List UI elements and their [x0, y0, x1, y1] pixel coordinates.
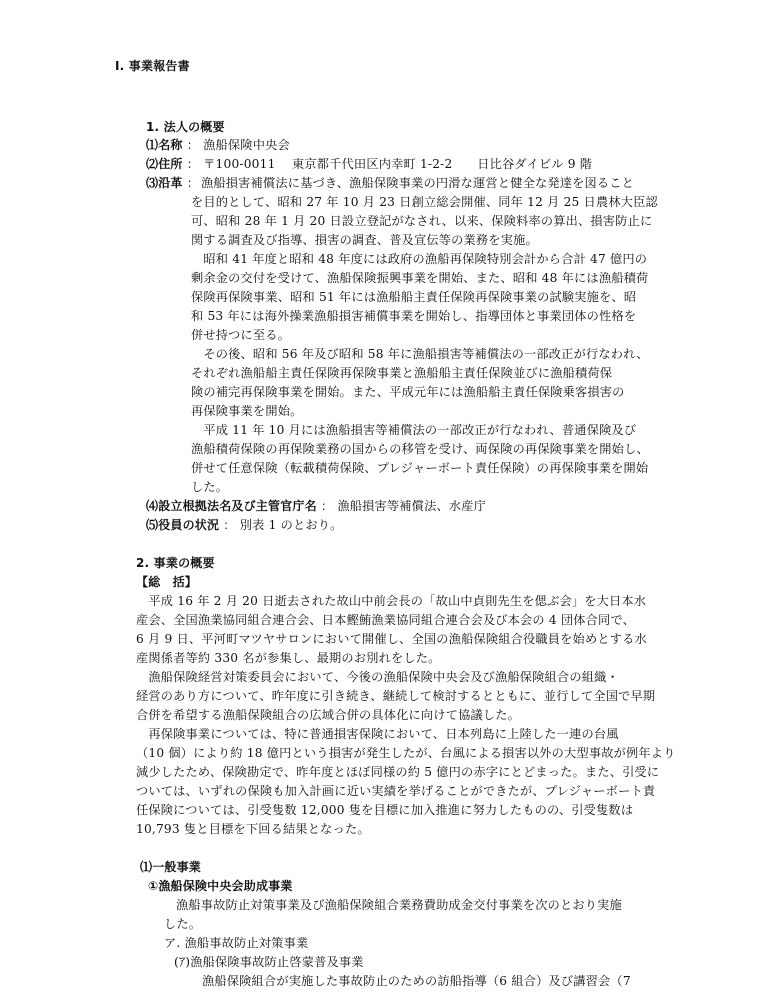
history-row — [146, 174, 199, 192]
summary-line: 合併を希望する漁船保険組合の広域合併の具体化に向けて協議した。 — [136, 708, 521, 722]
subsidy-line: した。 — [164, 917, 202, 931]
address-row — [146, 155, 592, 173]
history-line: 険の補完再保険事業を開始。また、平成元年には漁船船主責任保険乗客損害の — [191, 385, 625, 399]
history-line: それぞれ漁船船主責任保険再保険事業と漁船船主責任保険並びに漁船積荷保 — [191, 366, 613, 380]
summary-line: 産会、全国漁業協同組合連合会、日本鰹鮪漁業協同組合連合会及び本会の 4 団体合同で、 — [136, 613, 635, 627]
summary-line: ついては、いずれの保険も加入計画に近い実績を挙げることができたが、プレジャーボート責 — [136, 784, 656, 798]
subsidy-line: 漁船事故防止対策事業及び漁船保険組合業務費助成金交付事業を次のとおり実施 — [176, 898, 622, 912]
item-a1-text: 漁船保険組合が実施した事故防止のための訪船指導（6 組合）及び講習会（7 — [202, 974, 631, 988]
history-line: 漁船積荷保険の再保険業務の国からの移管を受け、両保険の再保険事業を開始し、 — [191, 442, 649, 456]
history-line: その後、昭和 56 年及び昭和 58 年に漁船損害等補償法の一部改正が行なわれ、 — [191, 347, 649, 361]
officers-label: ⑸役員の状況 — [146, 518, 220, 532]
history-line: 関する調査及び指導、損害の調査、普及宣伝等の業務を実施。 — [191, 233, 538, 247]
law-label: ⑷設立根拠法名及び主管官庁名 — [146, 499, 317, 513]
summary-label: 【総 括】 — [136, 575, 198, 589]
summary-line: 10,793 隻と目標を下回る結果となった。 — [136, 822, 370, 836]
law-value: ： 漁船損害等補償法、水産庁 — [320, 499, 487, 513]
history-line: した。 — [191, 480, 229, 494]
document-heading: Ⅰ. 事業報告書 — [115, 59, 190, 73]
history-colon: ： — [186, 176, 200, 190]
summary-line: 漁船保険経営対策委員会において、今後の漁船保険中央会及び漁船保険組合の組織・ — [136, 670, 619, 684]
name-value: ： 漁船保険中央会 — [186, 138, 290, 152]
general-business-title: ⑴一般事業 — [140, 860, 202, 874]
history-line: 平成 11 年 10 月には漁船損害等補償法の一部改正が行なわれ、普通保険及び — [191, 423, 637, 437]
history-line: 再保険事業を開始。 — [191, 404, 303, 418]
history-label: ⑶沿革 — [146, 176, 183, 190]
history-line: 併せて任意保険（転載積荷保険、プレジャーボート責任保険）の再保険事業を開始 — [191, 461, 649, 475]
officers-row — [146, 516, 343, 534]
history-line: 漁船損害補償法に基づき、漁船保険事業の円滑な運営と健全な発達を図ること — [201, 176, 635, 190]
name-label: ⑴名称 — [146, 138, 183, 152]
summary-line: 再保険事業については、特に普通損害保険において、日本列島に上陸した一連の台風 — [136, 727, 619, 741]
summary-line: 平成 16 年 2 月 20 日逝去された故山中前会長の「故山中貞則先生を偲ぶ会」を大日本水 — [136, 594, 647, 608]
summary-line: 産関係者等約 330 名が参集し、最期のお別れをした。 — [136, 651, 441, 665]
subsidy-title: ①漁船保険中央会助成事業 — [148, 879, 293, 893]
address-value: ： 〒100-0011 東京都千代田区内幸町 1-2-2 日比谷ダイビル 9 階 — [186, 157, 593, 171]
history-line: 昭和 41 年度と昭和 48 年度には政府の漁船再保険特別会計から合計 47 億円の — [191, 252, 648, 266]
summary-line: 6 月 9 日、平河町マツヤサロンにおいて開催し、全国の漁船保険組合役職員を始めとする水 — [136, 632, 647, 646]
law-row — [146, 497, 486, 515]
history-line: を目的として、昭和 27 年 10 月 23 日創立総会開催、同年 12 月 25 日農林大臣認 — [191, 195, 658, 209]
address-label: ⑵住所 — [146, 157, 183, 171]
summary-line: 減少したため、保険勘定で、昨年度とほぼ同様の約 5 億円の赤字にとどまった。また、引受に — [136, 765, 660, 779]
section2-title: 2. 事業の概要 — [136, 556, 215, 570]
history-line: 可、昭和 28 年 1 月 20 日設立登記がなされ、以来、保険料率の算出、損害防止に — [191, 214, 653, 228]
history-line: 保険再保険事業、昭和 51 年には漁船船主責任保険再保険事業の試験実施を、昭 — [191, 290, 637, 304]
summary-line: 経営のあり方について、昨年度に引き続き、継続して検討するとともに、並行して全国で早期 — [136, 689, 656, 703]
summary-line: （10 個）により約 18 億円という損害が発生したが、台風による損害以外の大型事故が例年より — [136, 746, 676, 760]
name-row — [146, 136, 290, 154]
history-line: 剰余金の交付を受けて、漁船保険振興事業を開始、また、昭和 48 年には漁船積荷 — [191, 271, 649, 285]
history-line: 併せ持つに至る。 — [191, 328, 291, 342]
history-line: 和 53 年には海外操業漁船損害補償事業を開始し、指導団体と事業団体の性格を — [191, 309, 637, 323]
section1-title: 1. 法人の概要 — [146, 120, 225, 134]
item-a1: (ｱ)漁船保険事故防止啓蒙普及事業 — [174, 955, 364, 969]
officers-value: ： 別表 1 のとおり。 — [223, 518, 343, 532]
item-a: ア. 漁船事故防止対策事業 — [164, 936, 309, 950]
summary-line: 任保険については、引受隻数 12,000 隻を目標に加入推進に努力したものの、引受隻数は — [136, 803, 634, 817]
